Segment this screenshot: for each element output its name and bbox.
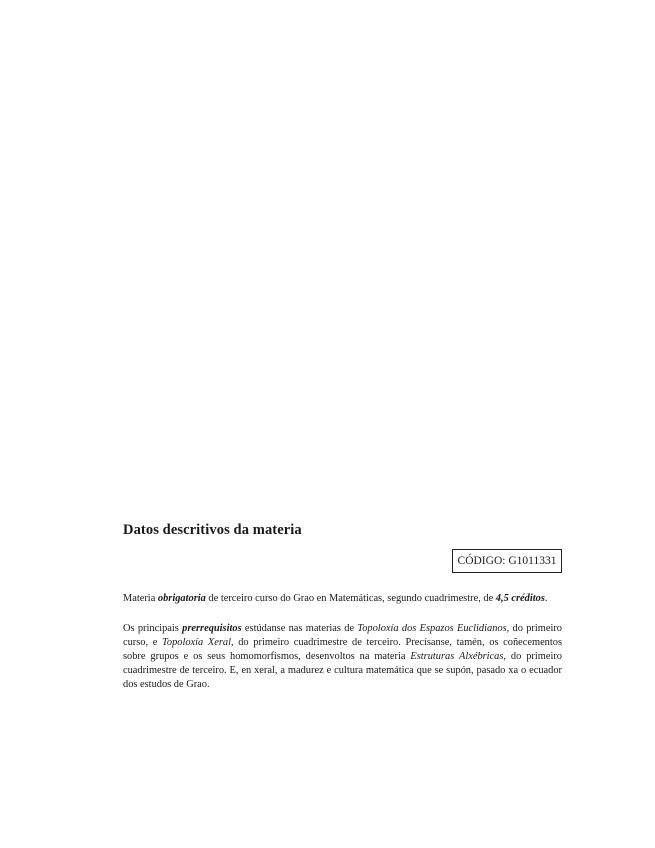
text-run: , do primeiro curso, e <box>123 623 562 648</box>
text-run: estúdanse nas materias de <box>241 623 358 634</box>
text-run: Materia <box>123 593 158 604</box>
course-code-box: CÓDIGO: G1011331 <box>452 549 562 573</box>
emphasis-prerrequisitos: prerrequisitos <box>182 623 242 634</box>
text-run: . <box>544 593 548 604</box>
subject-topoloxia-espazos-euclidianos: Topoloxía dos Espazos Euclidianos <box>357 623 507 634</box>
text-run: Os principais <box>123 623 183 634</box>
emphasis-credits: 4,5 créditos <box>495 593 545 604</box>
text-run: , do primeiro cuadrimestre de terceiro. Precísanse, tamén, os coñecementos sobre grupos e os seus homomorfismos, desenvoltos na materia <box>123 637 563 662</box>
text-run: , do primeiro cuadrimestre de terceiro. E, en xeral, a madurez e cultura matemática que se supón, pasado xa o ecuador dos estudos de Grao. <box>123 651 562 690</box>
text-run: de terceiro curso do Grao en Matemáticas, segundo cuadrimestre, de <box>205 593 496 604</box>
subject-estruturas-alxebricas: Estruturas Alxébricas <box>410 651 504 662</box>
paragraph-prerequisites <box>123 622 562 692</box>
emphasis-obrigatoria: obrigatoria <box>157 593 206 604</box>
subject-topoloxia-xeral: Topoloxía Xeral <box>162 637 231 648</box>
paragraph-course-type <box>123 592 562 606</box>
section-heading: Datos descritivos da materia <box>123 522 302 538</box>
